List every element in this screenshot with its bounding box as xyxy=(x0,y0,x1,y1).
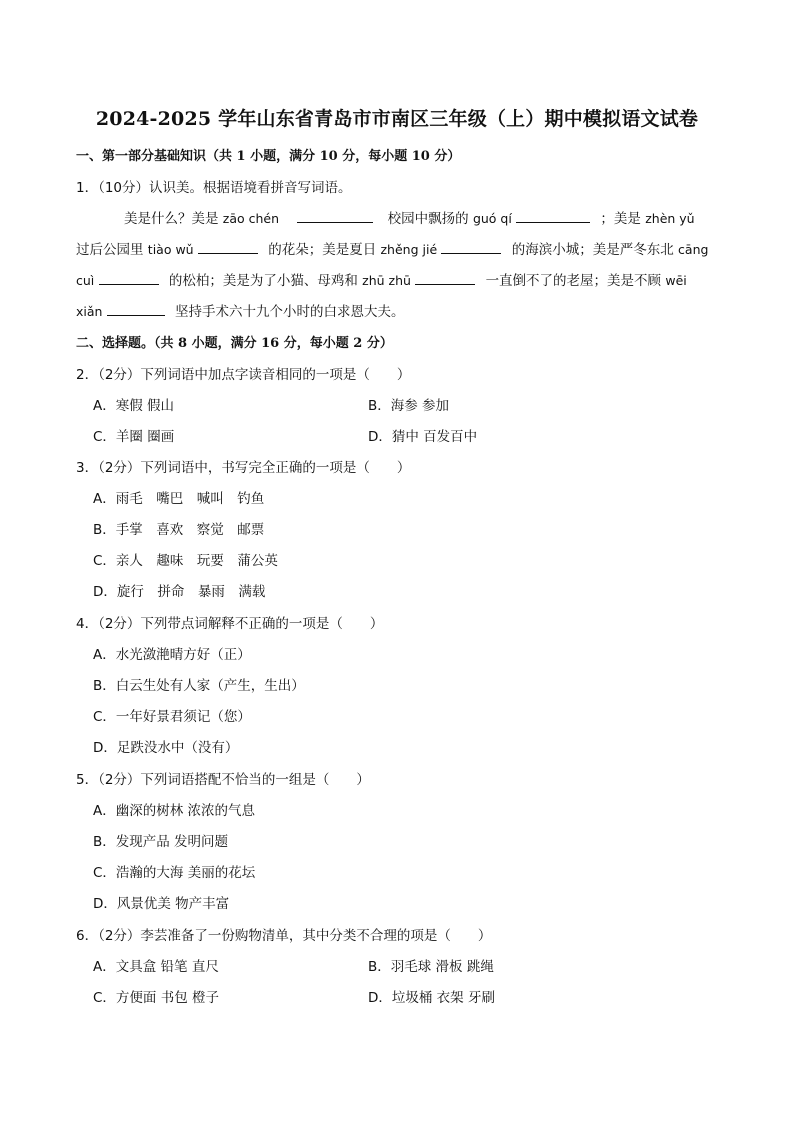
q1-text: 的花朵；美是夏日 xyxy=(268,242,377,258)
q6-option-c[interactable]: C．方便面 书包 橙子 xyxy=(93,990,220,1006)
pinyin: zhèn yǔ xyxy=(645,211,695,226)
q1-text: 美是什么？美是 xyxy=(124,211,219,227)
pinyin: guó qí xyxy=(472,211,512,226)
q2-option-c[interactable]: C．羊圈 圈画 xyxy=(93,429,175,445)
question-1-stem: 1．（10分）认识美。根据语境看拼音写词语。 xyxy=(76,180,352,196)
q2-option-a[interactable]: A．寒假 假山 xyxy=(93,398,175,414)
q5-option-c[interactable]: C．浩瀚的大海 美丽的花坛 xyxy=(93,865,256,881)
q5-option-d[interactable]: D．风景优美 物产丰富 xyxy=(93,896,230,912)
question-1-line-2 xyxy=(76,238,708,258)
answer-blank[interactable] xyxy=(107,301,165,316)
q4-option-c[interactable]: C．一年好景君须记（您） xyxy=(93,709,251,725)
q1-text: 坚持手术六十九个小时的白求恩大夫。 xyxy=(175,304,405,320)
pinyin: zhěng jié xyxy=(380,242,438,257)
pinyin: xiǎn xyxy=(76,304,103,319)
question-6-stem: 6．（2分）李芸准备了一份购物清单，其中分类不合理的项是（ ） xyxy=(76,928,492,944)
q3-option-d[interactable]: D．旋行 拼命 暴雨 满载 xyxy=(93,584,266,600)
q1-text: 一直倒不了的老屋；美是不顾 xyxy=(485,273,662,289)
q1-text: 过后公园里 xyxy=(76,242,144,258)
q5-option-b[interactable]: B．发现产品 发明问题 xyxy=(93,834,229,850)
pinyin: cāng xyxy=(678,242,709,257)
question-1-line-1 xyxy=(124,207,695,227)
q1-text: 的松柏；美是为了小猫、母鸡和 xyxy=(168,273,358,289)
q6-option-a[interactable]: A．文具盒 铅笔 直尺 xyxy=(93,959,219,975)
pinyin: wēi xyxy=(665,273,687,288)
answer-blank[interactable] xyxy=(441,239,501,254)
q3-option-a[interactable]: A．雨毛 嘴巴 喊叫 钓鱼 xyxy=(93,491,265,507)
q6-option-b[interactable]: B．羽毛球 滑板 跳绳 xyxy=(368,959,494,975)
section-1-heading: 一、第一部分基础知识（共 1 小题，满分 10 分，每小题 10 分） xyxy=(76,149,461,164)
answer-blank[interactable] xyxy=(99,270,159,285)
pinyin: zāo chén xyxy=(222,211,280,226)
question-1-line-4 xyxy=(76,300,405,320)
question-5-stem: 5．（2分）下列词语搭配不恰当的一组是（ ） xyxy=(76,772,370,788)
question-2-stem: 2．（2分）下列词语中加点字读音相同的一项是（ ） xyxy=(76,367,411,383)
pinyin: tiào wǔ xyxy=(147,242,194,257)
q4-option-a[interactable]: A．水光潋滟晴方好（正） xyxy=(93,647,251,663)
q5-option-a[interactable]: A．幽深的树林 浓浓的气息 xyxy=(93,803,256,819)
pinyin: zhū zhū xyxy=(362,273,411,288)
q4-option-d[interactable]: D．足跌没水中（没有） xyxy=(93,740,239,756)
q1-text: 的海滨小城；美是严冬东北 xyxy=(511,242,674,258)
answer-blank[interactable] xyxy=(415,270,475,285)
question-1-line-3 xyxy=(76,269,687,289)
question-4-stem: 4．（2分）下列带点词解释不正确的一项是（ ） xyxy=(76,616,384,632)
q2-option-d[interactable]: D．猜中 百发百中 xyxy=(368,429,478,445)
q6-option-d[interactable]: D．垃圾桶 衣架 牙刷 xyxy=(368,990,495,1006)
section-2-heading: 二、选择题。（共 8 小题，满分 16 分，每小题 2 分） xyxy=(76,336,393,351)
pinyin: cuì xyxy=(76,273,95,288)
q1-text: ；美是 xyxy=(600,211,641,227)
answer-blank[interactable] xyxy=(198,239,258,254)
question-3-stem: 3．（2分）下列词语中，书写完全正确的一项是（ ） xyxy=(76,460,411,476)
q1-text: 校园中飘扬的 xyxy=(387,211,469,227)
q3-option-b[interactable]: B．手掌 喜欢 察觉 邮票 xyxy=(93,522,265,538)
q3-option-c[interactable]: C．亲人 趣味 玩要 蒲公英 xyxy=(93,553,278,569)
q4-option-b[interactable]: B．白云生处有人家（产生，生出） xyxy=(93,678,305,694)
answer-blank[interactable] xyxy=(516,208,590,223)
answer-blank[interactable] xyxy=(297,208,373,223)
q2-option-b[interactable]: B．海参 参加 xyxy=(368,398,450,414)
page-title: 2024-2025 学年山东省青岛市市南区三年级（上）期中模拟语文试卷 xyxy=(95,108,699,130)
